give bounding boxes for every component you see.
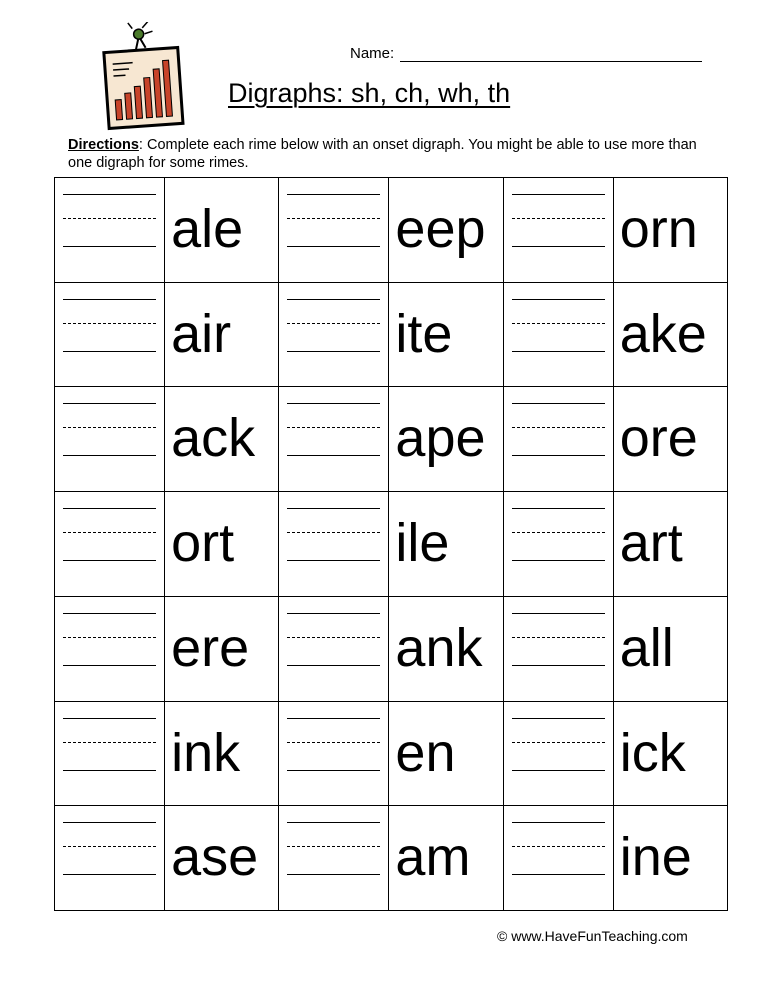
rime-cell (389, 701, 503, 806)
rime-text: am (395, 827, 471, 888)
page-title: Digraphs: sh, ch, wh, th (228, 78, 511, 108)
rime-cell (165, 387, 279, 492)
name-label: Name: (350, 45, 395, 62)
rime-cell (613, 492, 727, 597)
digraph-writing-blank[interactable] (279, 596, 389, 701)
digraph-writing-blank[interactable] (55, 492, 165, 597)
digraph-writing-blank[interactable] (279, 492, 389, 597)
rime-text: ick (619, 722, 686, 783)
rime-text: ink (171, 722, 241, 783)
rime-cell (165, 178, 279, 283)
digraph-writing-blank[interactable] (503, 806, 613, 911)
rime-text: ale (171, 199, 244, 259)
rime-text: orn (619, 199, 698, 259)
rime-cell (613, 806, 727, 911)
name-field[interactable] (350, 45, 702, 62)
rime-text: ine (619, 827, 692, 888)
digraph-writing-blank[interactable] (279, 178, 389, 283)
rime-text: all (619, 617, 674, 678)
rime-cell (389, 387, 503, 492)
directions (68, 136, 708, 172)
rime-text: ile (395, 513, 450, 574)
digraph-writing-blank[interactable] (55, 178, 165, 283)
copyright-footer: © www.HaveFunTeaching.com (497, 928, 688, 944)
digraph-writing-blank[interactable] (503, 701, 613, 806)
rime-cell (389, 282, 503, 387)
digraph-writing-blank[interactable] (55, 701, 165, 806)
table-row (55, 806, 728, 911)
rime-cell (613, 178, 727, 283)
digraph-writing-blank[interactable] (55, 806, 165, 911)
rime-text: air (171, 303, 232, 364)
table-row (55, 596, 728, 701)
rime-cell (389, 596, 503, 701)
rime-table (54, 177, 728, 911)
digraph-writing-blank[interactable] (503, 492, 613, 597)
rime-cell (613, 701, 727, 806)
digraph-writing-blank[interactable] (279, 701, 389, 806)
digraph-writing-blank[interactable] (279, 806, 389, 911)
digraph-writing-blank[interactable] (55, 596, 165, 701)
rime-text: eep (395, 199, 486, 259)
chart-logo-icon (100, 22, 186, 132)
rime-text: ite (395, 303, 453, 364)
rime-cell (165, 806, 279, 911)
rime-text: ape (395, 408, 486, 469)
table-row (55, 178, 728, 283)
directions-text: : Complete each rime below with an onset digraph. You might be able to use more than one digraph for some rimes. (68, 137, 697, 171)
digraph-writing-blank[interactable] (503, 387, 613, 492)
rime-cell (165, 596, 279, 701)
rime-cell (613, 387, 727, 492)
rime-text: en (395, 722, 456, 783)
rime-text: ort (171, 513, 235, 574)
digraph-writing-blank[interactable] (503, 282, 613, 387)
rime-text: ere (171, 617, 250, 678)
rime-cell (613, 282, 727, 387)
table-row (55, 387, 728, 492)
rime-cell (389, 178, 503, 283)
rime-text: ank (395, 617, 483, 678)
digraph-writing-blank[interactable] (503, 178, 613, 283)
rime-cell (613, 596, 727, 701)
rime-text: art (619, 513, 683, 574)
name-line-blank[interactable] (400, 45, 702, 62)
rime-text: ack (171, 408, 256, 469)
digraph-writing-blank[interactable] (503, 596, 613, 701)
rime-text: ake (619, 303, 707, 364)
table-row (55, 492, 728, 597)
rime-cell (165, 282, 279, 387)
digraph-writing-blank[interactable] (279, 282, 389, 387)
rime-cell (389, 492, 503, 597)
table-row (55, 701, 728, 806)
rime-cell (165, 701, 279, 806)
digraph-writing-blank[interactable] (55, 387, 165, 492)
directions-label: Directions (68, 137, 139, 153)
rime-cell (389, 806, 503, 911)
rime-text: ore (619, 408, 698, 469)
rime-text: ase (171, 827, 259, 888)
digraph-writing-blank[interactable] (279, 387, 389, 492)
rime-cell (165, 492, 279, 597)
digraph-writing-blank[interactable] (55, 282, 165, 387)
table-row (55, 282, 728, 387)
